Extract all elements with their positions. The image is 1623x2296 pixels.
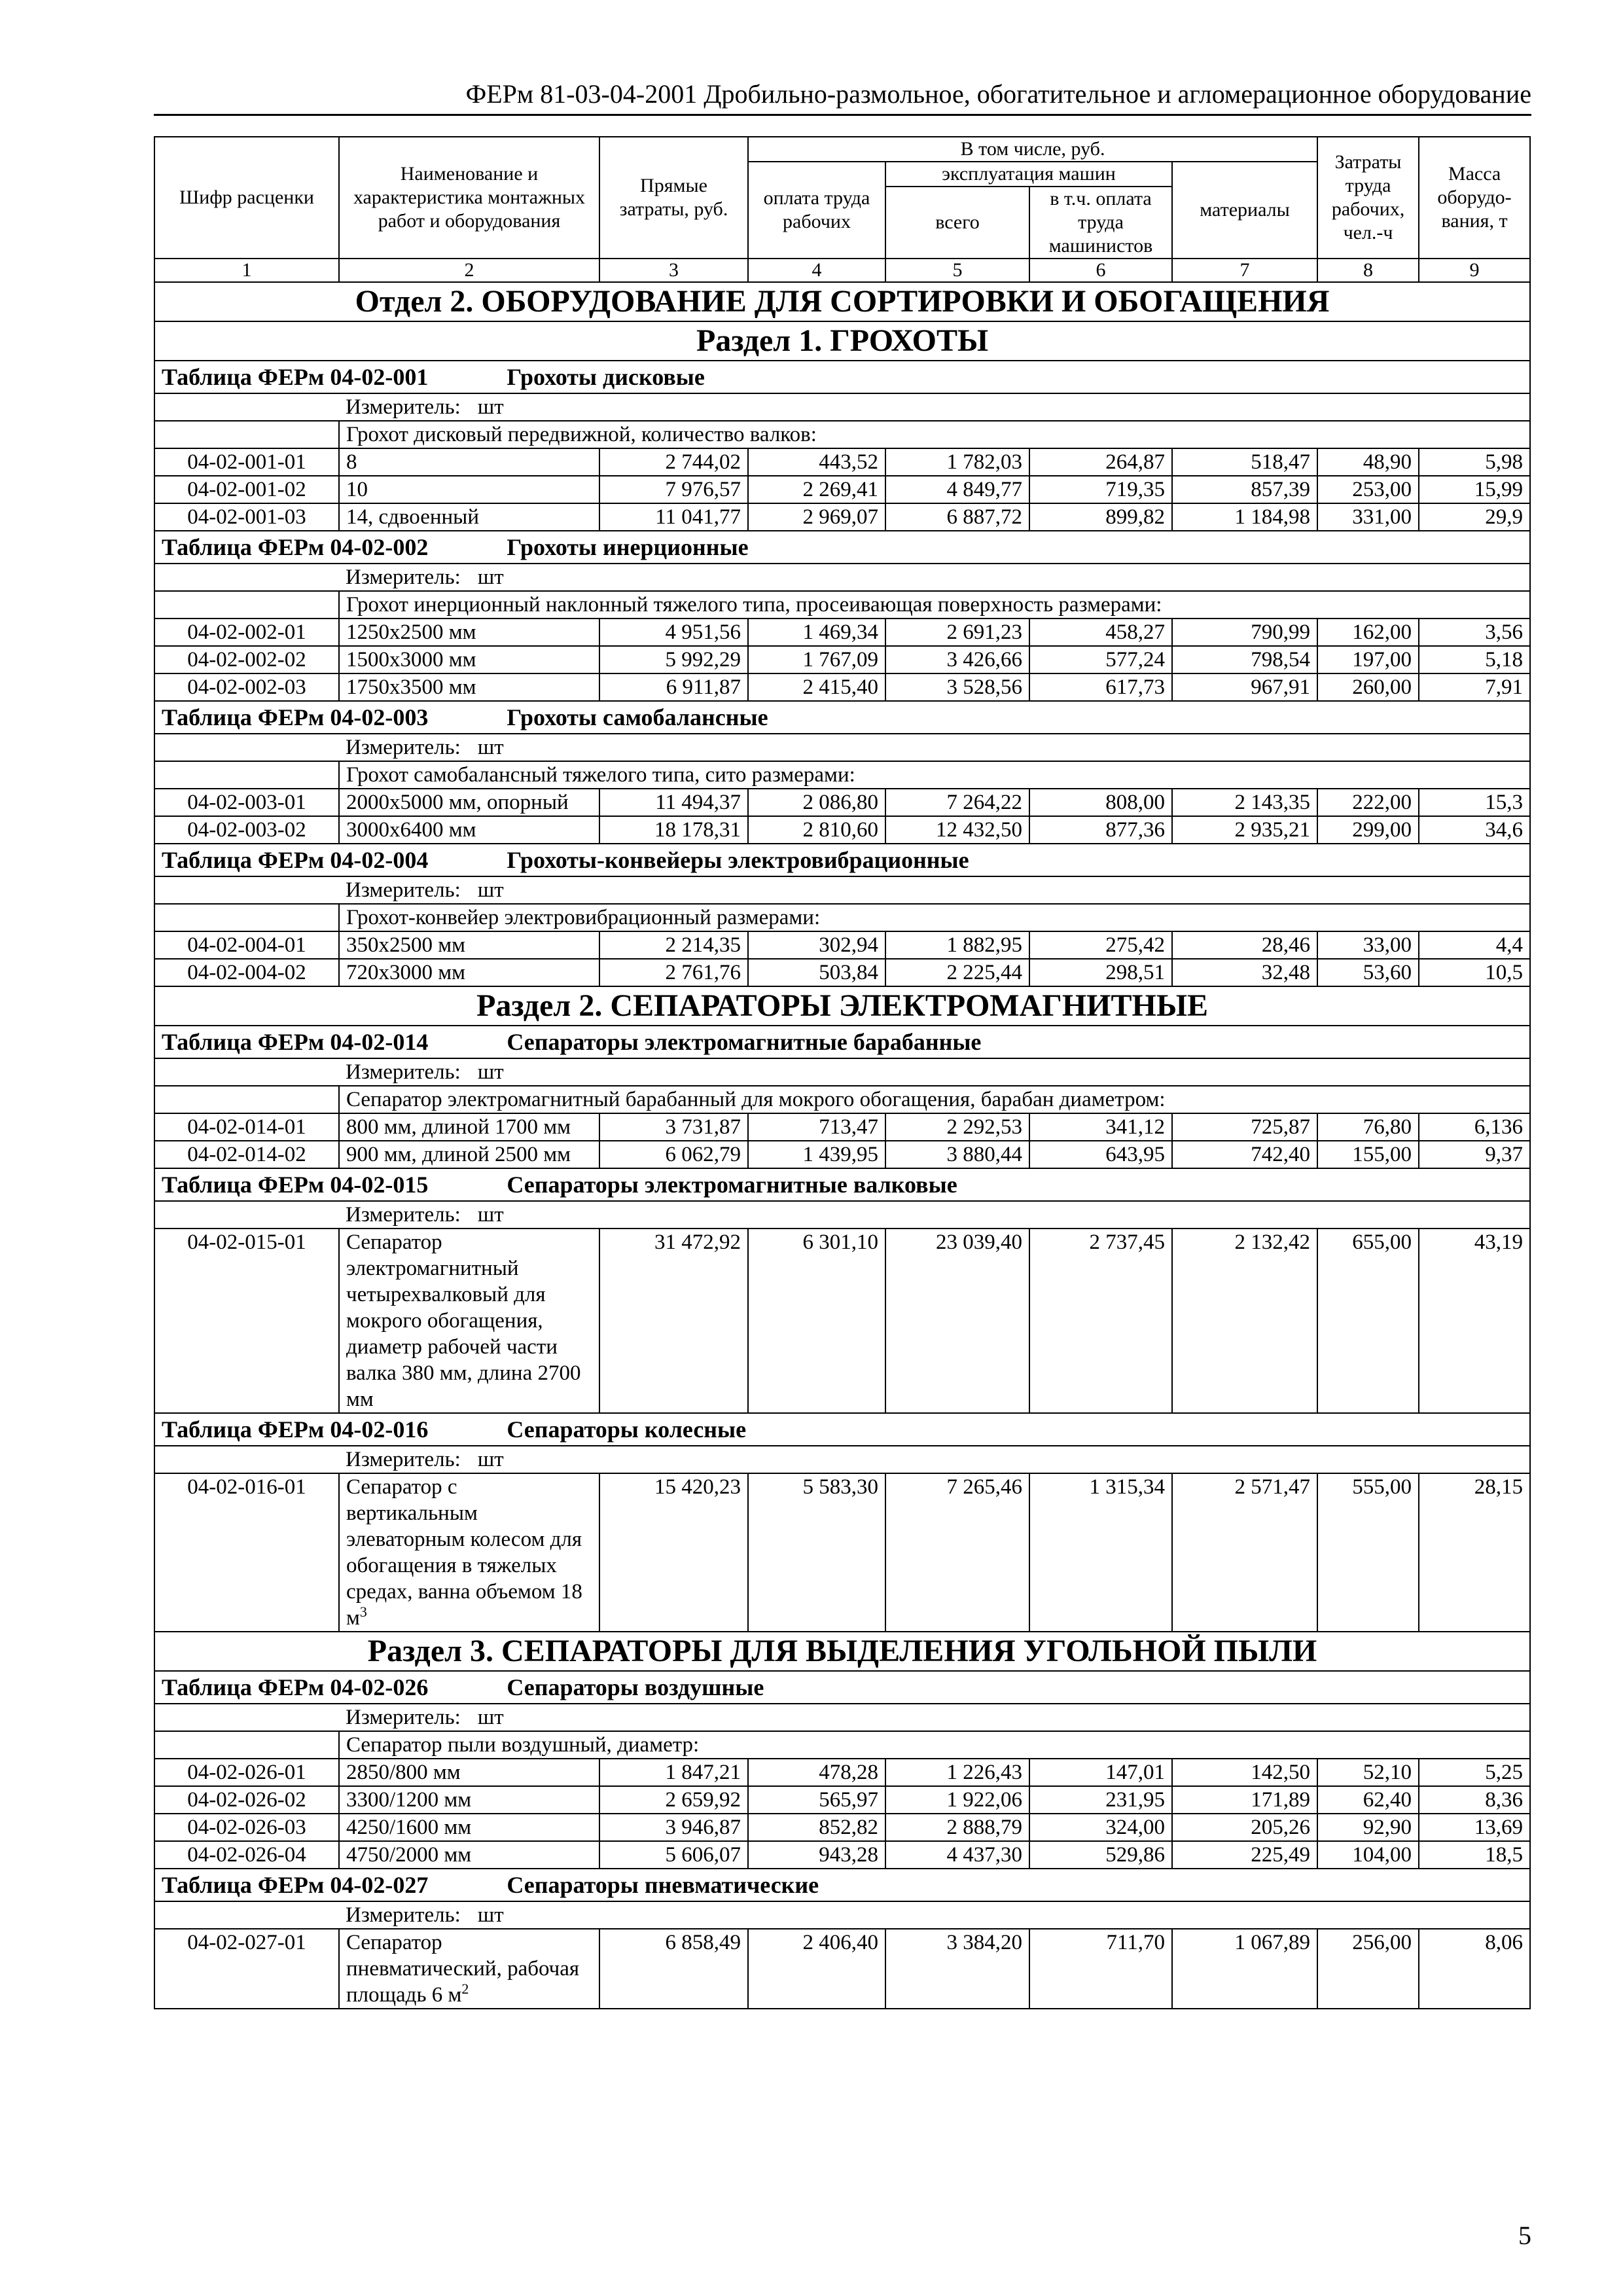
table-body (154, 282, 1530, 2009)
description-row (154, 591, 1530, 619)
labor-hours: 33,00 (1317, 931, 1419, 959)
work-name: 2850/800 мм (339, 1759, 599, 1786)
column-number: 6 (1029, 259, 1172, 282)
table-row (154, 789, 1530, 816)
header-labor-pay: оплата труда рабочих (748, 162, 885, 259)
materials: 967,91 (1172, 673, 1317, 701)
table-row (154, 646, 1530, 673)
machinist-pay: 529,86 (1029, 1841, 1172, 1869)
work-name: 720x3000 мм (339, 959, 599, 986)
work-name: 3300/1200 мм (339, 1786, 599, 1814)
labor-hours: 253,00 (1317, 476, 1419, 503)
header-direct: Прямые затраты, руб. (599, 137, 748, 259)
direct-costs: 7 976,57 (599, 476, 748, 503)
work-name: 1750x3500 мм (339, 673, 599, 701)
machines-total: 1 882,95 (885, 931, 1029, 959)
column-number: 7 (1172, 259, 1317, 282)
labor-hours: 555,00 (1317, 1473, 1419, 1632)
table-row (154, 448, 1530, 476)
machinist-pay: 275,42 (1029, 931, 1172, 959)
labor-hours: 155,00 (1317, 1141, 1419, 1168)
machinist-pay: 298,51 (1029, 959, 1172, 986)
table-code: Таблица ФЕРм 04-02-003 (162, 704, 429, 730)
equipment-mass: 7,91 (1419, 673, 1530, 701)
direct-costs: 2 214,35 (599, 931, 748, 959)
unit-exponent: 3 (359, 1604, 367, 1620)
price-table (154, 136, 1531, 2009)
header-labor: Затраты труда рабочих, чел.-ч (1317, 137, 1419, 259)
labor-hours: 655,00 (1317, 1229, 1419, 1413)
direct-costs: 3 731,87 (599, 1113, 748, 1141)
table-heading (154, 701, 1530, 734)
description-row (154, 1086, 1530, 1113)
measure-label: Измеритель: (346, 736, 461, 759)
work-name: 800 мм, длиной 1700 мм (339, 1113, 599, 1141)
measure-label: Измеритель: (346, 1060, 461, 1084)
machines-total: 7 265,46 (885, 1473, 1029, 1632)
rate-code: 04-02-014-01 (154, 1113, 339, 1141)
measure-label: Измеритель: (346, 878, 461, 902)
work-name: 8 (339, 448, 599, 476)
machinist-pay: 711,70 (1029, 1929, 1172, 2009)
table-row (154, 503, 1530, 531)
equipment-mass: 15,3 (1419, 789, 1530, 816)
rate-code: 04-02-026-03 (154, 1814, 339, 1841)
materials: 742,40 (1172, 1141, 1317, 1168)
equipment-mass: 8,36 (1419, 1786, 1530, 1814)
machines-total: 23 039,40 (885, 1229, 1029, 1413)
column-number: 2 (339, 259, 599, 282)
materials: 205,26 (1172, 1814, 1317, 1841)
table-row (154, 476, 1530, 503)
materials: 1 184,98 (1172, 503, 1317, 531)
labor-hours: 104,00 (1317, 1841, 1419, 1869)
table-name: Сепараторы колесные (507, 1416, 747, 1443)
equipment-mass: 5,18 (1419, 646, 1530, 673)
labor-pay: 6 301,10 (748, 1229, 885, 1413)
equipment-mass: 13,69 (1419, 1814, 1530, 1841)
labor-pay: 2 086,80 (748, 789, 885, 816)
table-name: Грохоты самобалансные (507, 704, 768, 730)
labor-pay: 443,52 (748, 448, 885, 476)
measure-label: Измеритель: (346, 1903, 461, 1927)
measure-unit: шт (477, 878, 504, 902)
machines-total: 12 432,50 (885, 816, 1029, 844)
work-name: 3000x6400 мм (339, 816, 599, 844)
table-row (154, 816, 1530, 844)
department-title: Отдел 2. ОБОРУДОВАНИЕ ДЛЯ СОРТИРОВКИ И ОБОГАЩЕНИЯ (154, 282, 1530, 321)
materials: 142,50 (1172, 1759, 1317, 1786)
table-name: Сепараторы пневматические (507, 1872, 819, 1898)
work-name: 900 мм, длиной 2500 мм (339, 1141, 599, 1168)
equipment-mass: 34,6 (1419, 816, 1530, 844)
direct-costs: 31 472,92 (599, 1229, 748, 1413)
table-name: Грохоты инерционные (507, 534, 749, 560)
rate-code: 04-02-002-01 (154, 619, 339, 646)
materials: 1 067,89 (1172, 1929, 1317, 2009)
equipment-mass: 28,15 (1419, 1473, 1530, 1632)
measure-unit: шт (477, 1903, 504, 1927)
machines-total: 1 782,03 (885, 448, 1029, 476)
labor-pay: 852,82 (748, 1814, 885, 1841)
measure-row (154, 734, 1530, 761)
labor-pay: 943,28 (748, 1841, 885, 1869)
equipment-mass: 10,5 (1419, 959, 1530, 986)
description-row (154, 904, 1530, 931)
table-row (154, 1141, 1530, 1168)
rate-code: 04-02-014-02 (154, 1141, 339, 1168)
machinist-pay: 231,95 (1029, 1786, 1172, 1814)
table-heading (154, 361, 1530, 393)
labor-hours: 197,00 (1317, 646, 1419, 673)
equipment-mass: 29,9 (1419, 503, 1530, 531)
machinist-pay: 1 315,34 (1029, 1473, 1172, 1632)
machinist-pay: 324,00 (1029, 1814, 1172, 1841)
direct-costs: 3 946,87 (599, 1814, 748, 1841)
measure-row (154, 876, 1530, 904)
materials: 518,47 (1172, 448, 1317, 476)
labor-hours: 299,00 (1317, 816, 1419, 844)
equipment-mass: 18,5 (1419, 1841, 1530, 1869)
department-heading (154, 282, 1530, 321)
table-heading (154, 1671, 1530, 1704)
direct-costs: 2 744,02 (599, 448, 748, 476)
table-name: Грохоты дисковые (507, 364, 705, 390)
table-code: Таблица ФЕРм 04-02-002 (162, 534, 429, 560)
direct-costs: 5 606,07 (599, 1841, 748, 1869)
measure-row (154, 1704, 1530, 1731)
column-number: 5 (885, 259, 1029, 282)
machinist-pay: 643,95 (1029, 1141, 1172, 1168)
table-code: Таблица ФЕРм 04-02-004 (162, 847, 429, 873)
machines-total: 2 225,44 (885, 959, 1029, 986)
equipment-mass: 6,136 (1419, 1113, 1530, 1141)
machinist-pay: 264,87 (1029, 448, 1172, 476)
direct-costs: 11 494,37 (599, 789, 748, 816)
table-heading (154, 1869, 1530, 1901)
machines-total: 3 528,56 (885, 673, 1029, 701)
measure-unit: шт (477, 1060, 504, 1084)
header-incl: В том числе, руб. (748, 137, 1317, 162)
labor-pay: 5 583,30 (748, 1473, 885, 1632)
rate-code: 04-02-015-01 (154, 1229, 339, 1413)
direct-costs: 1 847,21 (599, 1759, 748, 1786)
machines-total: 1 922,06 (885, 1786, 1029, 1814)
header-machines: эксплуатация машин (885, 162, 1172, 187)
description-text: Сепаратор электромагнитный барабанный для мокрого обогащения, барабан диаметром: (339, 1086, 1530, 1113)
direct-costs: 18 178,31 (599, 816, 748, 844)
work-name (339, 1473, 599, 1632)
machines-total: 2 691,23 (885, 619, 1029, 646)
rate-code: 04-02-002-03 (154, 673, 339, 701)
measure-label: Измеритель: (346, 1203, 461, 1227)
direct-costs: 2 659,92 (599, 1786, 748, 1814)
labor-hours: 331,00 (1317, 503, 1419, 531)
rate-code: 04-02-026-04 (154, 1841, 339, 1869)
table-row (154, 1229, 1530, 1413)
machines-total: 3 384,20 (885, 1929, 1029, 2009)
labor-pay: 2 269,41 (748, 476, 885, 503)
labor-hours: 92,90 (1317, 1814, 1419, 1841)
machinist-pay: 808,00 (1029, 789, 1172, 816)
labor-hours: 260,00 (1317, 673, 1419, 701)
column-number: 3 (599, 259, 748, 282)
labor-hours: 62,40 (1317, 1786, 1419, 1814)
direct-costs: 11 041,77 (599, 503, 748, 531)
machines-total: 3 426,66 (885, 646, 1029, 673)
rate-code: 04-02-001-02 (154, 476, 339, 503)
description-row (154, 761, 1530, 789)
running-head: ФЕРм 81-03-04-2001 Дробильно-размольное, обогатительное и агломерационное оборудование (154, 77, 1531, 116)
rate-code: 04-02-016-01 (154, 1473, 339, 1632)
machinist-pay: 2 737,45 (1029, 1229, 1172, 1413)
measure-row (154, 393, 1530, 421)
page-number: 5 (1518, 2221, 1531, 2250)
rate-code: 04-02-003-02 (154, 816, 339, 844)
table-heading (154, 844, 1530, 876)
machinist-pay: 577,24 (1029, 646, 1172, 673)
section-title: Раздел 1. ГРОХОТЫ (154, 321, 1530, 361)
table-code: Таблица ФЕРм 04-02-016 (162, 1416, 429, 1443)
section-title: Раздел 2. СЕПАРАТОРЫ ЭЛЕКТРОМАГНИТНЫЕ (154, 986, 1530, 1026)
measure-row (154, 564, 1530, 591)
materials: 2 935,21 (1172, 816, 1317, 844)
labor-pay: 565,97 (748, 1786, 885, 1814)
machines-total: 7 264,22 (885, 789, 1029, 816)
rate-code: 04-02-003-01 (154, 789, 339, 816)
description-row (154, 1731, 1530, 1759)
labor-hours: 222,00 (1317, 789, 1419, 816)
table-row (154, 931, 1530, 959)
labor-pay: 2 415,40 (748, 673, 885, 701)
table-code: Таблица ФЕРм 04-02-026 (162, 1674, 429, 1700)
labor-pay: 302,94 (748, 931, 885, 959)
table-heading (154, 531, 1530, 564)
table-name: Грохоты-конвейеры электровибрационные (507, 847, 969, 873)
equipment-mass: 5,98 (1419, 448, 1530, 476)
table-code: Таблица ФЕРм 04-02-015 (162, 1172, 429, 1198)
table-code: Таблица ФЕРм 04-02-001 (162, 364, 429, 390)
header-mass: Масса оборудо-вания, т (1419, 137, 1530, 259)
work-name: 10 (339, 476, 599, 503)
rate-code: 04-02-026-02 (154, 1786, 339, 1814)
labor-pay: 1 439,95 (748, 1141, 885, 1168)
description-text: Грохот дисковый передвижной, количество валков: (339, 421, 1530, 448)
labor-pay: 2 406,40 (748, 1929, 885, 2009)
work-name-text: Сепаратор пневматический, рабочая площадь 6 м (346, 1931, 580, 2007)
measure-unit: шт (477, 1203, 504, 1227)
table-row (154, 959, 1530, 986)
materials: 790,99 (1172, 619, 1317, 646)
work-name: 350x2500 мм (339, 931, 599, 959)
materials: 32,48 (1172, 959, 1317, 986)
table-row (154, 1113, 1530, 1141)
equipment-mass: 4,4 (1419, 931, 1530, 959)
measure-unit: шт (477, 1448, 504, 1471)
machinist-pay: 617,73 (1029, 673, 1172, 701)
labor-pay: 1 469,34 (748, 619, 885, 646)
labor-pay: 478,28 (748, 1759, 885, 1786)
machines-total: 2 888,79 (885, 1814, 1029, 1841)
rate-code: 04-02-002-02 (154, 646, 339, 673)
table-code: Таблица ФЕРм 04-02-027 (162, 1872, 429, 1898)
description-text: Сепаратор пыли воздушный, диаметр: (339, 1731, 1530, 1759)
equipment-mass: 9,37 (1419, 1141, 1530, 1168)
measure-row (154, 1201, 1530, 1229)
materials: 798,54 (1172, 646, 1317, 673)
measure-label: Измеритель: (346, 1448, 461, 1471)
measure-unit: шт (477, 736, 504, 759)
direct-costs: 6 062,79 (599, 1141, 748, 1168)
measure-unit: шт (477, 395, 504, 419)
direct-costs: 6 911,87 (599, 673, 748, 701)
description-row (154, 421, 1530, 448)
table-row (154, 1841, 1530, 1869)
labor-hours: 53,60 (1317, 959, 1419, 986)
table-row (154, 1814, 1530, 1841)
equipment-mass: 43,19 (1419, 1229, 1530, 1413)
direct-costs: 2 761,76 (599, 959, 748, 986)
work-name: 14, сдвоенный (339, 503, 599, 531)
labor-pay: 503,84 (748, 959, 885, 986)
measure-label: Измеритель: (346, 565, 461, 589)
rate-code: 04-02-001-01 (154, 448, 339, 476)
column-number: 8 (1317, 259, 1419, 282)
rate-code: 04-02-004-02 (154, 959, 339, 986)
table-name: Сепараторы электромагнитные барабанные (507, 1029, 982, 1055)
measure-unit: шт (477, 1706, 504, 1729)
materials: 2 143,35 (1172, 789, 1317, 816)
labor-pay: 2 969,07 (748, 503, 885, 531)
unit-exponent: 2 (461, 1981, 469, 1997)
machinist-pay: 877,36 (1029, 816, 1172, 844)
machines-total: 4 437,30 (885, 1841, 1029, 1869)
labor-hours: 76,80 (1317, 1113, 1419, 1141)
labor-hours: 52,10 (1317, 1759, 1419, 1786)
table-heading (154, 1413, 1530, 1446)
materials: 2 571,47 (1172, 1473, 1317, 1632)
labor-pay: 1 767,09 (748, 646, 885, 673)
rate-code: 04-02-027-01 (154, 1929, 339, 2009)
work-name: 2000x5000 мм, опорный (339, 789, 599, 816)
work-name: 1250x2500 мм (339, 619, 599, 646)
work-name: Сепаратор электромагнитный четырехвалковый для мокрого обогащения, диаметр рабочей части валка 380 мм, длина 2700 мм (339, 1229, 599, 1413)
machinist-pay: 341,12 (1029, 1113, 1172, 1141)
labor-hours: 256,00 (1317, 1929, 1419, 2009)
table-code: Таблица ФЕРм 04-02-014 (162, 1029, 429, 1055)
table-row (154, 619, 1530, 646)
work-name-text: Сепаратор с вертикальным элеваторным колесом для обогащения в тяжелых средах, ванна объемом 18 м (346, 1475, 582, 1630)
header-total: всего (885, 187, 1029, 259)
machinist-pay: 147,01 (1029, 1759, 1172, 1786)
equipment-mass: 3,56 (1419, 619, 1530, 646)
measure-row (154, 1446, 1530, 1473)
column-number: 1 (154, 259, 339, 282)
measure-unit: шт (477, 565, 504, 589)
table-heading (154, 1168, 1530, 1201)
direct-costs: 15 420,23 (599, 1473, 748, 1632)
machines-total: 6 887,72 (885, 503, 1029, 531)
description-text: Грохот-конвейер электровибрационный размерами: (339, 904, 1530, 931)
table-row (154, 1759, 1530, 1786)
rate-code: 04-02-026-01 (154, 1759, 339, 1786)
table-row (154, 1473, 1530, 1632)
direct-costs: 6 858,49 (599, 1929, 748, 2009)
table-row (154, 1786, 1530, 1814)
measure-label: Измеритель: (346, 395, 461, 419)
materials: 28,46 (1172, 931, 1317, 959)
labor-pay: 2 810,60 (748, 816, 885, 844)
table-row (154, 1929, 1530, 2009)
equipment-mass: 5,25 (1419, 1759, 1530, 1786)
labor-hours: 162,00 (1317, 619, 1419, 646)
table-name: Сепараторы воздушные (507, 1674, 764, 1700)
materials: 171,89 (1172, 1786, 1317, 1814)
work-name: 1500x3000 мм (339, 646, 599, 673)
machinist-pay: 458,27 (1029, 619, 1172, 646)
section-heading (154, 1632, 1530, 1671)
measure-row (154, 1901, 1530, 1929)
work-name: 4750/2000 мм (339, 1841, 599, 1869)
materials: 2 132,42 (1172, 1229, 1317, 1413)
column-number: 9 (1419, 259, 1530, 282)
section-heading (154, 321, 1530, 361)
machines-total: 3 880,44 (885, 1141, 1029, 1168)
section-title: Раздел 3. СЕПАРАТОРЫ ДЛЯ ВЫДЕЛЕНИЯ УГОЛЬНОЙ ПЫЛИ (154, 1632, 1530, 1671)
labor-pay: 713,47 (748, 1113, 885, 1141)
column-number-row (154, 259, 1530, 282)
header-materials: материалы (1172, 162, 1317, 259)
equipment-mass: 15,99 (1419, 476, 1530, 503)
machinist-pay: 899,82 (1029, 503, 1172, 531)
machines-total: 1 226,43 (885, 1759, 1029, 1786)
header-name: Наименование и характеристика монтажных работ и оборудования (339, 137, 599, 259)
header-code: Шифр расценки (154, 137, 339, 259)
labor-hours: 48,90 (1317, 448, 1419, 476)
header-incl-machinist: в т.ч. оплата труда машинистов (1029, 187, 1172, 259)
work-name (339, 1929, 599, 2009)
table-name: Сепараторы электромагнитные валковые (507, 1172, 957, 1198)
materials: 857,39 (1172, 476, 1317, 503)
direct-costs: 4 951,56 (599, 619, 748, 646)
machinist-pay: 719,35 (1029, 476, 1172, 503)
table-heading (154, 1026, 1530, 1058)
table-row (154, 673, 1530, 701)
column-number: 4 (748, 259, 885, 282)
machines-total: 4 849,77 (885, 476, 1029, 503)
materials: 725,87 (1172, 1113, 1317, 1141)
measure-label: Измеритель: (346, 1706, 461, 1729)
direct-costs: 5 992,29 (599, 646, 748, 673)
equipment-mass: 8,06 (1419, 1929, 1530, 2009)
machines-total: 2 292,53 (885, 1113, 1029, 1141)
rate-code: 04-02-001-03 (154, 503, 339, 531)
section-heading (154, 986, 1530, 1026)
description-text: Грохот инерционный наклонный тяжелого типа, просеивающая поверхность размерами: (339, 591, 1530, 619)
description-text: Грохот самобалансный тяжелого типа, сито размерами: (339, 761, 1530, 789)
measure-row (154, 1058, 1530, 1086)
work-name: 4250/1600 мм (339, 1814, 599, 1841)
materials: 225,49 (1172, 1841, 1317, 1869)
rate-code: 04-02-004-01 (154, 931, 339, 959)
